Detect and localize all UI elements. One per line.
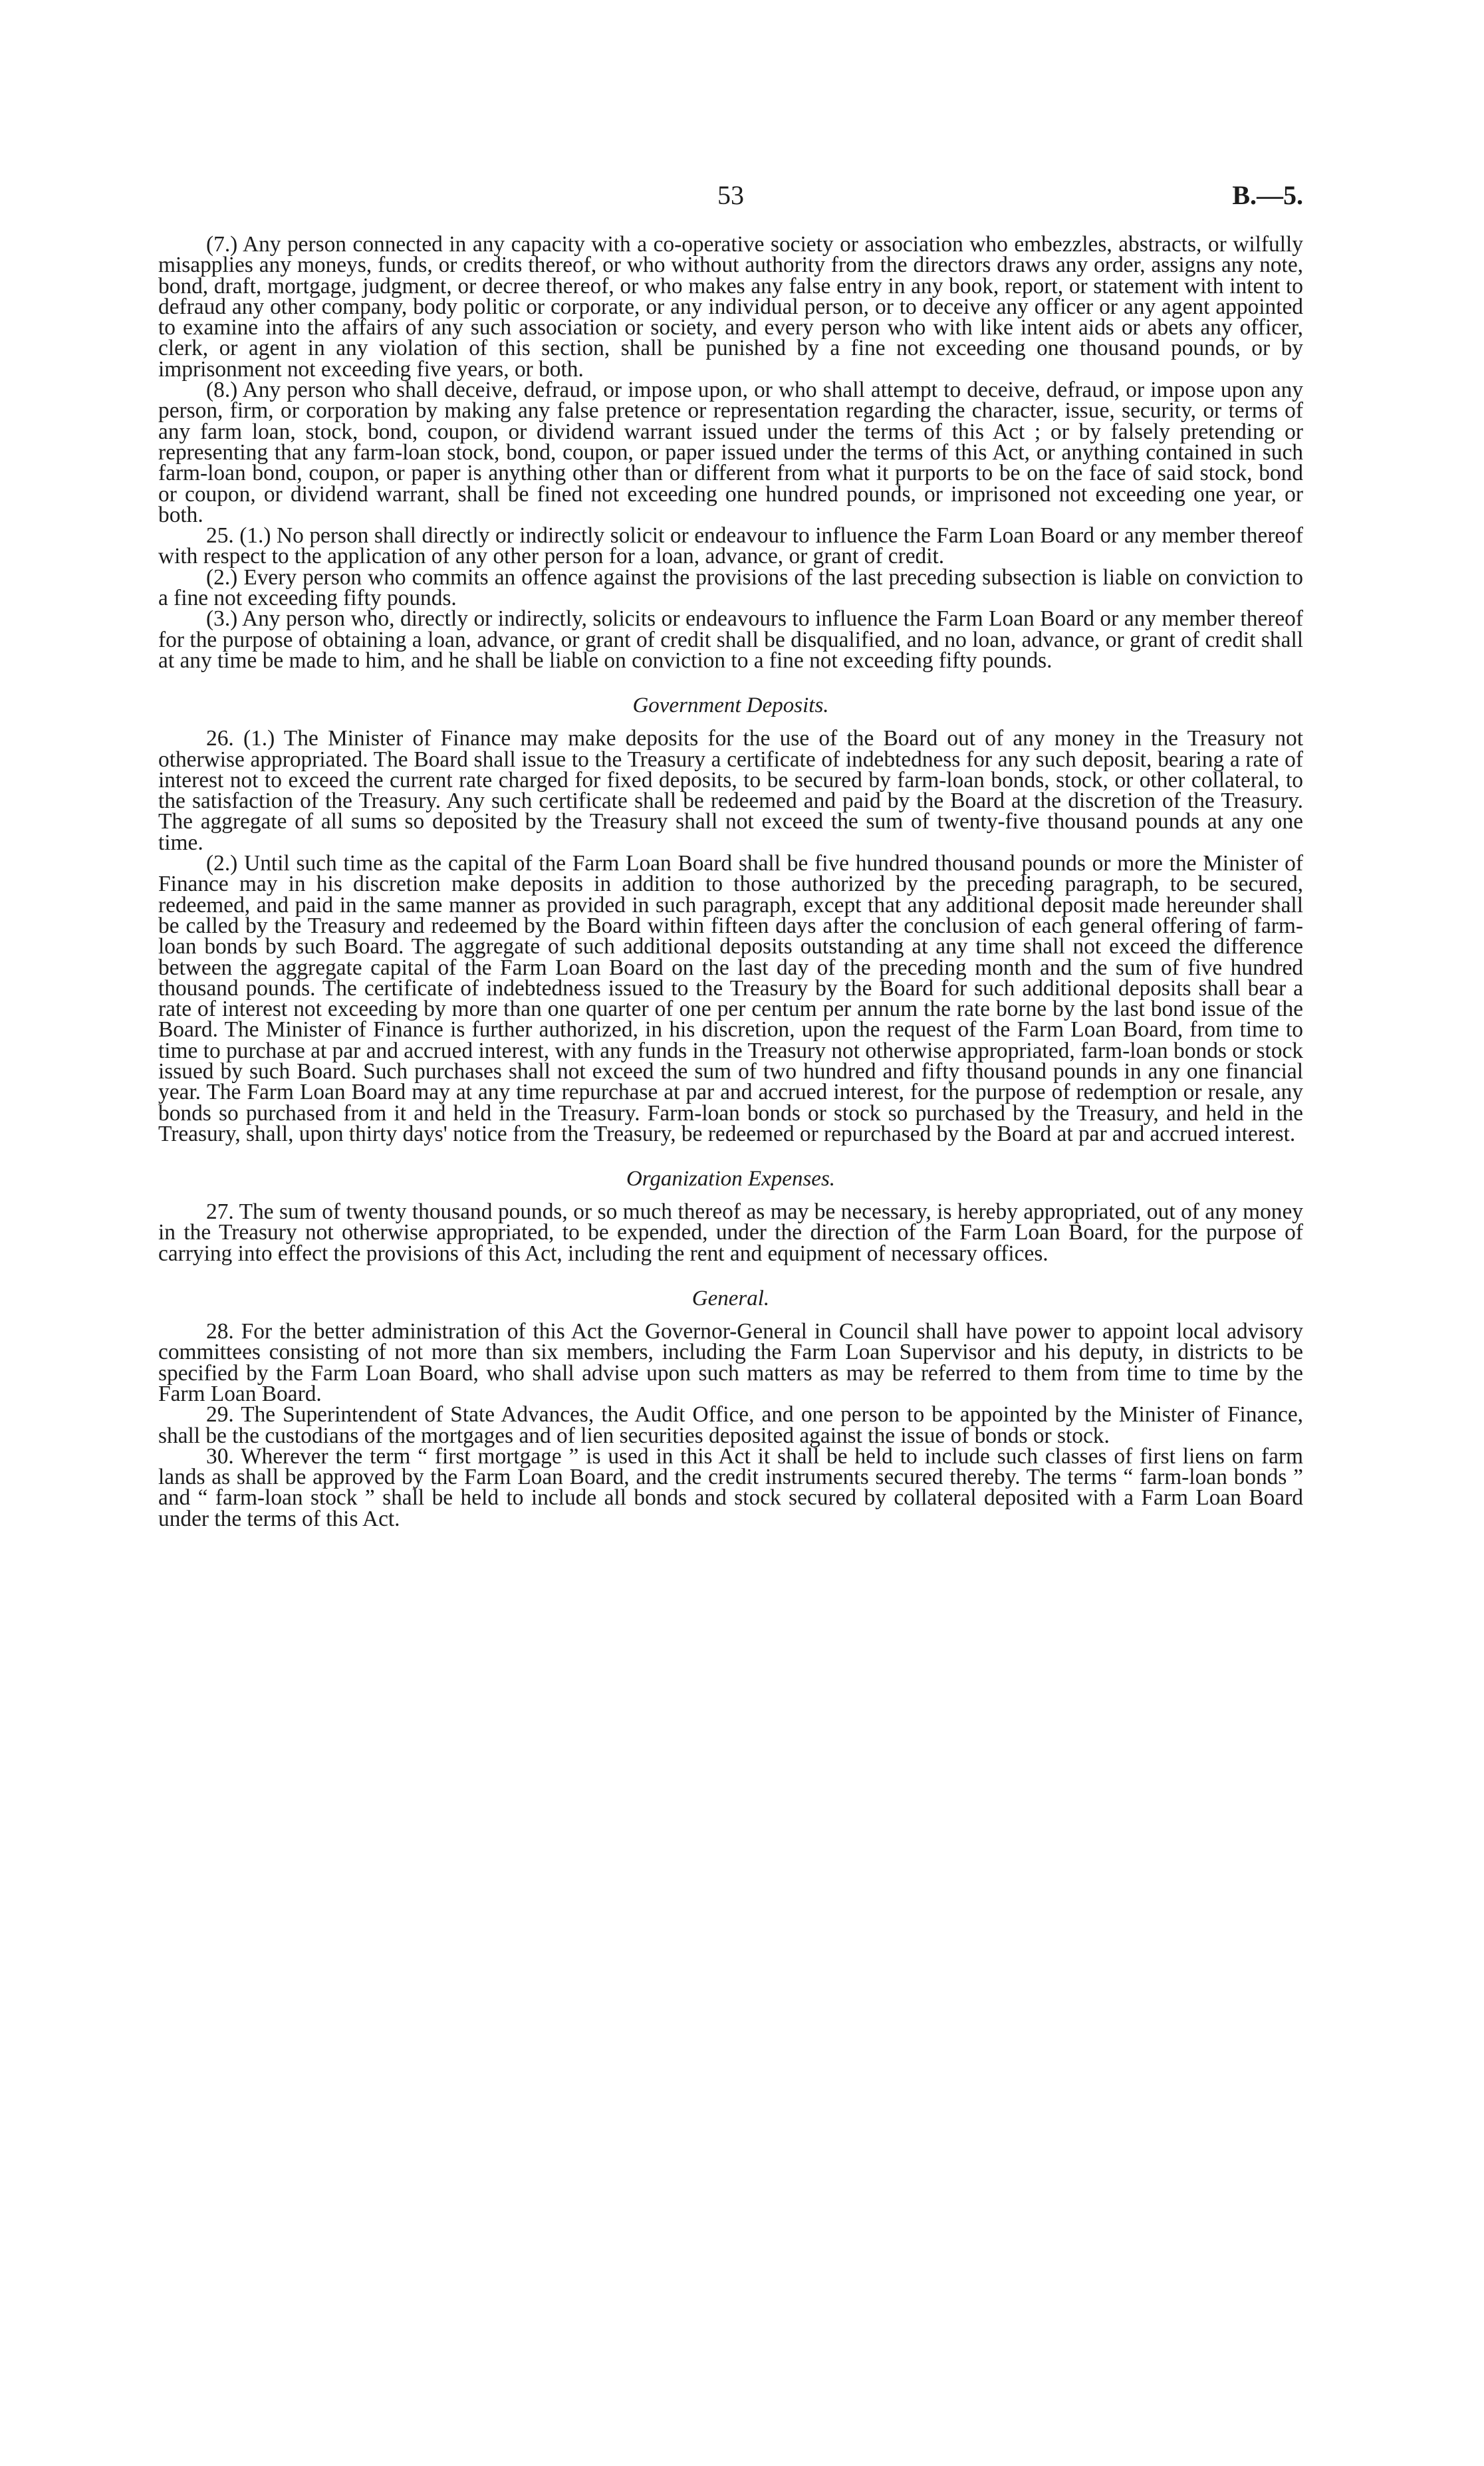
section-heading-government-deposits: Government Deposits. — [632, 693, 829, 718]
document-reference: B.—5. — [1232, 180, 1303, 210]
paragraph-28: 28. For the better administration of this Act the Governor-General in Council shall have power to appoint local advisory committees consisting of not more than six members, including the Farm Loan Supervisor and his deputy, in districts to be specified by the Farm Loan Board, who shall advise upon such matters as may be referred to them from time to time by the Farm Loan Board. — [158, 1319, 1303, 1406]
paragraph-7-embezzlement: (7.) Any person connected in any capacity with a co-operative society or association who embezzles, abstracts, or wilfully misapplies any moneys, funds, or credits thereof, or who without authority from the directors draws any order, assigns any note, bond, draft, mortgage, judgment, or decree thereof, or who makes any false entry in any book, report, or statement with intent to defraud any other company, body politic or corporate, or any individual person, or to deceive any officer or any agent appointed to examine into the affairs of any such association or society, and every person who with like intent aids or abets any officer, clerk, or agent in any violation of this section, shall be punished by a fine not exceeding one thousand pounds, or by imprisonment not exceeding five years, or both. — [158, 232, 1303, 382]
section-heading-general: General. — [691, 1287, 770, 1311]
paragraph-25-3-disqualification: (3.) Any person who, directly or indirectly, solicits or endeavours to influence the Farm Loan Board or any member thereof for the purpose of obtaining a loan, advance, or grant of credit shall be disqualified, and no loan, advance, or grant of credit shall at any time be made to him, and he shall be liable on conviction to a fine not exceeding fifty pounds. — [158, 606, 1303, 673]
document-page — [158, 180, 1303, 1529]
paragraph-26-1: 26. (1.) The Minister of Finance may make deposits for the use of the Board out of any money in the Treasury not otherwise appropriated. The Board shall issue to the Treasury a certificate of indebtedness for any such deposit, bearing a rate of interest not to exceed the current rate charged for fixed deposits, to be secured by farm-loan bonds, stock, or other collateral, to the satisfaction of the Treasury. Any such certificate shall be redeemed and paid by the Board at the discretion of the Treasury. The aggregate of all sums so deposited by the Treasury shall not exceed the sum of twenty-five thousand pounds at any one time. — [158, 726, 1303, 855]
paragraph-25-2-penalty: (2.) Every person who commits an offence against the provisions of the last preceding subsection is liable on conviction to a fine not exceeding fifty pounds. — [158, 564, 1303, 611]
section-general — [158, 1287, 1303, 1529]
section-offences — [158, 234, 1303, 671]
section-heading-organization-expenses: Organization Expenses. — [626, 1167, 836, 1191]
paragraph-26-2: (2.) Until such time as the capital of the Farm Loan Board shall be five hundred thousand pounds or more the Minister of Finance may in his discretion make deposits in addition to those authorized by the preceding paragraph, to be secured, redeemed, and paid in the same manner as provided in such paragraph, except that any additional deposit made hereunder shall be called by the Treasury and redeemed by the Board within fifteen days after the conclusion of each general offering of farm-loan bonds by such Board. The aggregate of such additional deposits outstanding at any time shall not exceed the difference between the aggregate capital of the Farm Loan Board on the last day of the preceding month and the sum of five hundred thousand pounds. The certificate of indebtedness issued to the Treasury by the Board for such additional deposits shall bear a rate of interest not exceeding by more than one quarter of one per centum per annum the rate borne by the last bond issue of the Board. The Minister of Finance is further authorized, in his discretion, upon the request of the Farm Loan Board, from time to time to purchase at par and accrued interest, with any funds in the Treasury not otherwise appropriated, farm-loan bonds or stock issued by such Board. Such purchases shall not exceed the sum of two hundred and fifty thousand pounds in any one financial year. The Farm Loan Board may at any time repurchase at par and accrued interest, for the purpose of redemption or resale, any bonds so purchased from it and held in the Treasury. Farm-loan bonds or stock so purchased by the Treasury, and held in the Treasury, shall, upon thirty days' notice from the Treasury, be redeemed or repurchased by the Board at par and accrued interest. — [158, 851, 1303, 1146]
paragraph-29: 29. The Superintendent of State Advances, the Audit Office, and one person to be appointed by the Minister of Finance, shall be the custodians of the mortgages and of lien securities deposited against the issue of bonds or stock. — [158, 1402, 1303, 1448]
paragraph-25-1-solicitation: 25. (1.) No person shall directly or indirectly solicit or endeavour to influence the Farm Loan Board or any member thereof with respect to the application of any other person for a loan, advance, or grant of credit. — [158, 523, 1303, 569]
paragraph-8-false-pretence: (8.) Any person who shall deceive, defraud, or impose upon, or who shall attempt to deceive, defraud, or impose upon any person, firm, or corporation by making any false pretence or representation regarding the character, issue, security, or terms of any farm loan, stock, bond, coupon, or dividend warrant issued under the terms of this Act ; or by falsely pretending or representing that any farm-loan stock, bond, coupon, or paper issued under the terms of this Act, or anything contained in such farm-loan bond, coupon, or paper is anything other than or different from what it purports to be on the face of said stock, bond or coupon, or dividend warrant, shall be fined not exceeding one hundred pounds, or imprisoned not exceeding one year, or both. — [158, 378, 1303, 527]
paragraph-27: 27. The sum of twenty thousand pounds, or so much thereof as may be necessary, is hereby appropriated, out of any money in the Treasury not otherwise appropriated, to be expended, under the direction of the Farm Loan Board, for the purpose of carrying into effect the provisions of this Act, including the rent and equipment of necessary offices. — [158, 1199, 1303, 1266]
page-number: 53 — [717, 180, 744, 210]
section-government-deposits — [158, 693, 1303, 1144]
section-organization-expenses — [158, 1167, 1303, 1264]
paragraph-30: 30. Wherever the term “ first mortgage ” is used in this Act it shall be held to include such classes of first liens on farm lands as shall be approved by the Farm Loan Board, and the credit instruments secured thereby. The terms “ farm-loan bonds ” and “ farm-loan stock ” shall be held to include all bonds and stock secured by collateral deposited with a Farm Loan Board under the terms of this Act. — [158, 1443, 1303, 1531]
page-header — [158, 180, 1303, 219]
